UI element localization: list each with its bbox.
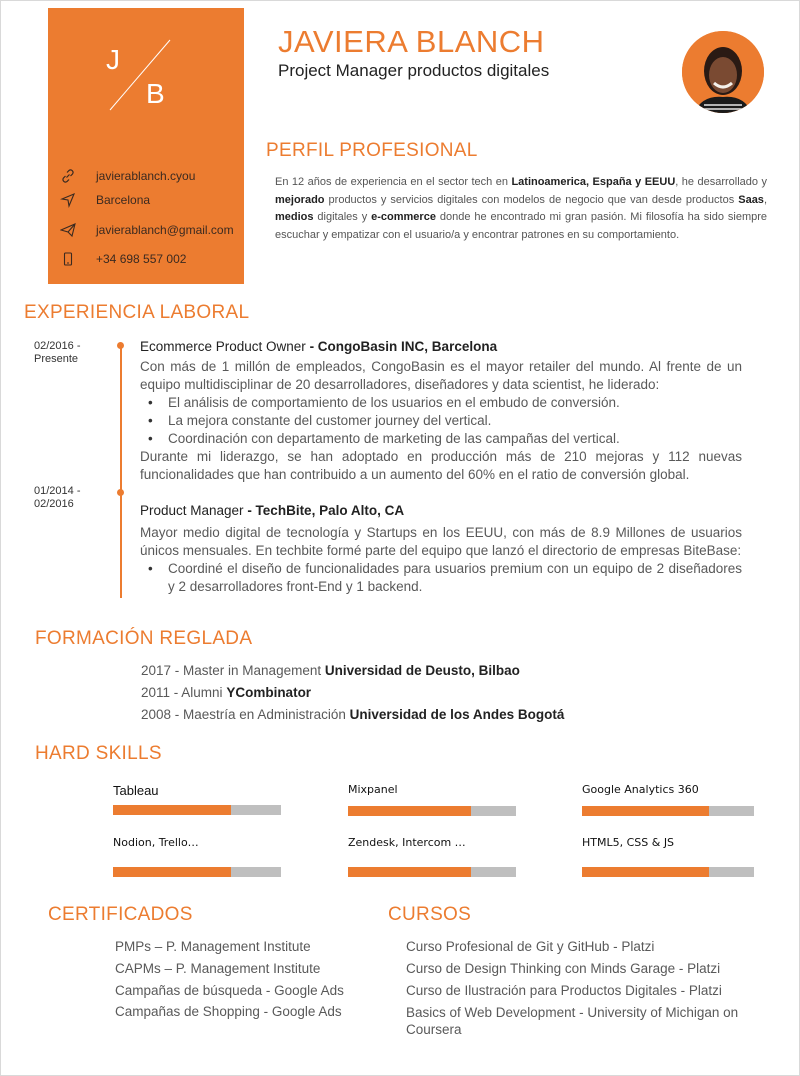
monogram-last: B [146,78,165,109]
education-school: YCombinator [226,685,312,700]
perfil-highlight: Saas [738,193,764,206]
certificate-item: PMPs – P. Management Institute [115,939,311,954]
phone-icon [60,251,76,267]
contact-phone[interactable] [60,251,240,269]
job-description [140,358,742,484]
job-date-start: 02/2016 - [34,340,81,352]
education-desc: 2017 - Master in Management [141,663,325,678]
skill-label: Mixpanel [348,783,398,796]
education-item [141,663,520,678]
skill-fill [113,867,231,877]
job-role: Ecommerce Product Owner [140,339,306,354]
job-bullets [140,394,742,448]
job-date [34,485,80,511]
certificate-item: CAPMs – P. Management Institute [115,961,321,976]
skill-bar [582,867,754,877]
contact-website[interactable] [60,168,240,186]
perfil-highlight: mejorado [275,193,325,206]
course-item: Basics of Web Development - University of Michigan on Coursera [406,1005,739,1037]
perfil-title: PERFIL PROFESIONAL [266,140,478,161]
perfil-highlight: medios [275,211,314,223]
paper-plane-icon [60,222,76,238]
education-school: Universidad de los Andes Bogotá [349,707,565,722]
skill-bar [113,805,281,815]
perfil-run: donde he encontrado mi gran pasión. Mi filosofía ha sido siempre escuchar y empatizar con el usuario/a y encontrar patrones en su comportamiento. [275,211,768,241]
job-date [34,340,80,366]
skill-fill [582,806,709,816]
perfil-run: En 12 años de experiencia en el sector tech en [275,176,512,188]
skill-bar [582,806,754,816]
skill-fill [348,806,471,816]
skill-bar [348,867,516,877]
certificate-item: Campañas de búsqueda - Google Ads [115,983,344,998]
certificados-title: CERTIFICADOS [48,904,193,925]
experiencia-title: EXPERIENCIA LABORAL [24,302,250,323]
monogram-divider [48,8,244,128]
perfil-run: digitales y [313,211,372,223]
perfil-highlight: Latinoamerica, España y EEUU [511,176,676,188]
contact-email[interactable] [60,222,240,240]
link-icon [60,168,76,184]
job-title [140,339,497,354]
skills-title: HARD SKILLS [35,743,162,764]
job-title [140,503,404,518]
course-item: Curso de Design Thinking con Minds Garage - Platzi [406,961,721,976]
contact-location [60,192,240,210]
skill-bar [348,806,516,816]
job-date-end: Presente [34,353,79,365]
job-description [140,524,742,596]
job-intro: Mayor medio digital de tecnología y Startups en los EEUU, con más de 8.9 Millones de usuarios únicos mensuales. En techbite formé parte del equipo que lanzó el directorio de empresas BiteBase: [140,525,742,558]
skill-bar [113,867,281,877]
education-desc: 2011 - Alumni [141,685,227,700]
website-text: javierablanch.cyou [96,169,196,183]
skill-fill [348,867,471,877]
skill-label: HTML5, CSS & JS [582,836,675,849]
perfil-run: , he desarrollado y [675,176,767,188]
candidate-name: JAVIERA BLANCH [278,24,545,59]
job-company: - CongoBasin INC, Barcelona [305,339,498,354]
course-item: Curso Profesional de Git y GitHub - Platzi [406,939,655,954]
skill-label: Tableau [113,783,159,798]
job-bullet: • La mejora constante del customer journey del vertical. [140,412,742,430]
skill-label: Google Analytics 360 [582,783,699,796]
monogram-first: J [106,44,120,75]
job-bullets [140,560,742,596]
profile-photo [682,31,764,113]
job-company: - TechBite, Palo Alto, CA [243,503,405,518]
job-role: Product Manager [140,503,244,518]
skill-fill [582,867,709,877]
contact-panel [48,8,244,284]
email-text: javierablanch@gmail.com [96,223,234,237]
location-text: Barcelona [96,193,151,207]
course-item: Curso de Ilustración para Productos Digitales - Platzi [406,983,722,998]
cursos-title: CURSOS [388,904,472,925]
phone-text: +34 698 557 002 [96,252,187,266]
location-arrow-icon [60,192,76,208]
job-outro: Durante mi liderazgo, se han adoptado en producción más de 210 mejoras y 112 nuevas funcionalidades que han contribuido a un aumento del 60% en el ratio de conversión global. [140,449,742,482]
job-intro: Con más de 1 millón de empleados, CongoBasin es el mayor retailer del mundo. Al frente de un equipo multidisciplinar de 20 desarrolladores, diseñadores y data scientist, he liderado: [140,359,742,392]
education-school: Universidad de Deusto, Bilbao [324,663,520,678]
portrait-illustration [682,31,764,113]
job-bullet: • Coordiné el diseño de funcionalidades para usuarios premium con un equipo de 2 diseñadores y 2 desarrolladores front-End y 1 backend. [140,560,742,596]
job-bullet: • Coordinación con departamento de marketing de las campañas del vertical. [140,430,742,448]
job-bullet: • El análisis de comportamiento de los usuarios en el embudo de conversión. [140,394,742,412]
education-item [141,685,311,700]
certificate-item: Campañas de Shopping - Google Ads [115,1004,342,1019]
perfil-run: productos y servicios digitales con modelos de negocio que van desde productos [324,193,739,206]
timeline-line [120,346,122,598]
perfil-text [275,174,767,244]
skill-label: Nodion, Trello… [113,836,199,849]
job-date-end: 02/2016 [34,498,74,510]
education-item [141,707,564,722]
perfil-run: , [763,193,767,206]
job-date-start: 01/2014 - [34,485,81,497]
perfil-highlight: e-commerce [371,211,436,223]
candidate-role: Project Manager productos digitales [278,61,550,80]
timeline-dot [117,342,124,349]
formacion-title: FORMACIÓN REGLADA [35,628,258,650]
skill-label: Zendesk, Intercom … [348,836,466,849]
education-desc: 2008 - Maestría en Administración [141,707,350,722]
job-description-clip [140,524,750,624]
skill-fill [113,805,231,815]
timeline-dot [117,489,124,496]
